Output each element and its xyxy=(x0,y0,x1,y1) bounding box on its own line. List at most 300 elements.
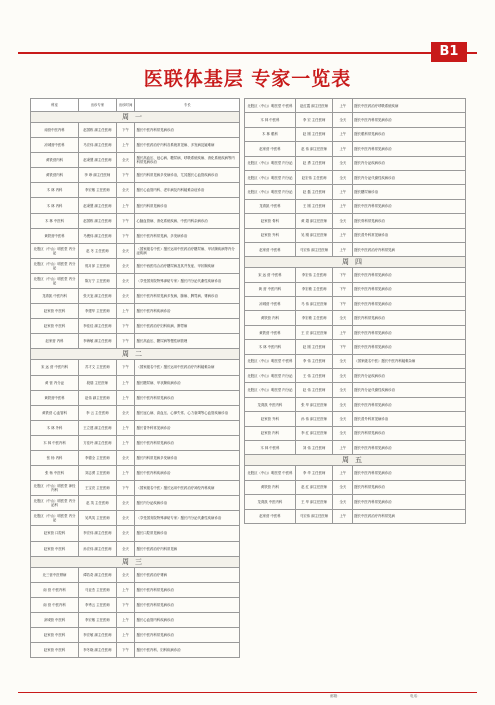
hospital-cell: 北股区（中山）明医堂 中医科 xyxy=(245,466,296,480)
time-cell: 下午 xyxy=(333,282,353,296)
time-cell: 全天 xyxy=(333,495,353,509)
table-row xyxy=(245,509,466,523)
specialty-cell: 擅长中医内科常见病诊治 xyxy=(353,466,466,480)
time-cell: 上午 xyxy=(333,325,353,339)
doctor-cell: 李 宏 主任医师 xyxy=(295,113,333,127)
time-cell: 全天 xyxy=(333,480,353,494)
time-cell: 上午 xyxy=(333,127,353,141)
table-row xyxy=(245,311,466,325)
table-row xyxy=(245,113,466,127)
hospital-cell: 南 营 中医内科 xyxy=(31,597,79,612)
table-row xyxy=(31,258,240,273)
doctor-cell: 王 宏 副主任医师 xyxy=(295,325,333,339)
hospital-cell: 赵家营 内科 xyxy=(31,334,79,349)
specialty-cell: 擅长中医内科常见病诊治 xyxy=(135,123,240,138)
doctor-cell: 吴 刚 副主任医师 xyxy=(295,228,333,242)
table-row xyxy=(31,228,240,243)
specialty-cell: 擅长中医药治疗呼吸系统疾病 xyxy=(353,99,466,113)
time-cell: 全天 xyxy=(333,426,353,440)
specialty-cell: 擅长中医药治疗内科常见病 xyxy=(353,242,466,256)
specialty-cell: 擅长中医内科常见病诊治 xyxy=(353,495,466,509)
table-row xyxy=(31,183,240,198)
table-row xyxy=(31,420,240,435)
time-cell: 下午 xyxy=(116,643,135,658)
day-label: 周一 xyxy=(31,112,240,123)
specialty-cell: 擅长中医内科常见病诊治 xyxy=(135,628,240,643)
time-cell: 上午 xyxy=(116,612,135,627)
time-cell: 下午 xyxy=(116,213,135,228)
table-row xyxy=(31,243,240,258)
hospital-cell: 赵家营 中医科 xyxy=(245,242,296,256)
table-row xyxy=(31,526,240,541)
specialty-cell: 擅长内分泌疾病诊治 xyxy=(353,369,466,383)
time-cell: 上午 xyxy=(116,466,135,481)
hospital-cell: 龙湾凯 中医内科 xyxy=(31,289,79,304)
specialty-cell: 擅长内科常见病诊治 xyxy=(353,426,466,440)
time-cell: 全天 xyxy=(333,397,353,411)
hospital-cell: 黄铁营 心血管科 xyxy=(31,405,79,420)
table-row xyxy=(31,643,240,658)
table-row xyxy=(31,289,240,304)
hospital-cell: 赵家营 外科 xyxy=(245,412,296,426)
table-row xyxy=(245,170,466,184)
doctor-cell: 张 华 副主任医师 xyxy=(295,397,333,411)
time-cell: 全天 xyxy=(116,183,135,198)
doctor-cell: 张天宠 副主任医师 xyxy=(79,289,117,304)
table-row xyxy=(245,228,466,242)
time-cell: 下午 xyxy=(333,340,353,354)
hospital-cell: 张 杨 中医科 xyxy=(31,466,79,481)
specialty-cell: 擅长普外科常见病诊治 xyxy=(135,420,240,435)
table-row xyxy=(31,375,240,390)
doctor-cell: 赵秉慧 副主任医师 xyxy=(79,198,117,213)
specialty-cell: 擅长中医内科常见病诊治 xyxy=(353,142,466,156)
specialty-cell: 擅长内分泌疾病诊治 xyxy=(135,496,240,511)
page-title: 医联体基层 专家一览表 xyxy=(143,68,352,90)
specialty-cell: 擅长中医内科常见病诊治 xyxy=(135,597,240,612)
specialty-cell: 擅长中医内科常见病诊治 xyxy=(353,282,466,296)
specialty-cell: 擅长中医内科常见病诊治 xyxy=(353,397,466,411)
doctor-cell: 李 伟 主任医师 xyxy=(295,354,333,368)
doctor-cell: 李建华 主任医师 xyxy=(79,304,117,319)
specialty-cell: 擅长中医药治疗内科常见病 xyxy=(135,541,240,556)
header-time: 出诊时间 xyxy=(116,99,135,112)
table-row xyxy=(245,199,466,213)
doctor-cell: 郭月萍 主任医师 xyxy=(79,258,117,273)
day-header xyxy=(31,112,240,123)
table-row xyxy=(245,412,466,426)
doctor-cell: 孙宏伟 副主任医师 xyxy=(79,541,117,556)
specialty-cell: 擅长中医内科常见病诊治 xyxy=(353,297,466,311)
hospital-cell: 北三营中医肾病 xyxy=(31,567,79,582)
hospital-cell: 北股区（中山）明医堂 中医科 xyxy=(245,354,296,368)
time-cell: 全天 xyxy=(333,354,353,368)
doctor-cell: 李 珍 副主任医师 xyxy=(79,168,117,183)
specialty-cell: 擅长普外科常见病诊治 xyxy=(353,228,466,242)
doctor-cell: 王 伟 主任医师 xyxy=(295,369,333,383)
time-cell: 全天 xyxy=(116,258,135,273)
time-cell: 全天 xyxy=(116,496,135,511)
doctor-cell: 李冬晓 副主任医师 xyxy=(79,643,117,658)
day-label: 周五 xyxy=(245,455,466,466)
left-column xyxy=(30,98,240,658)
specialty-cell: 擅长内分泌代谢性疾病诊治 xyxy=(353,170,466,184)
specialty-cell: 擅长中医药治疗内科常见病 xyxy=(353,509,466,523)
table-row xyxy=(245,480,466,494)
time-cell: 全天 xyxy=(116,567,135,582)
doctor-cell: 李 云 主任医师 xyxy=(79,405,117,420)
time-cell: 全天 xyxy=(333,369,353,383)
time-cell: 下午 xyxy=(116,123,135,138)
doctor-cell: 赵红霞 副主任医师 xyxy=(295,99,333,113)
hospital-cell: 木 林 中医内科 xyxy=(31,435,79,450)
table-header-row xyxy=(31,99,240,112)
doctor-cell: 李 华 主任医师 xyxy=(295,466,333,480)
table-row xyxy=(31,496,240,511)
specialty-cell: 擅长中医内科常见病诊治 xyxy=(353,340,466,354)
hospital-cell: 赵家营 中医科 xyxy=(31,304,79,319)
doctor-cell: 赵 冬 主任医师 xyxy=(79,243,117,258)
specialty-cell: 擅长中医内科常见病诊治 xyxy=(135,582,240,597)
table-row xyxy=(31,567,240,582)
table-row xyxy=(245,185,466,199)
specialty-cell: （国家级名中医）擅长中医内科疑难杂病 xyxy=(353,354,466,368)
time-cell: 上午 xyxy=(333,440,353,454)
specialty-cell: 擅长中医内科常见病诊治 xyxy=(353,199,466,213)
doctor-cell: 李德全 主任医师 xyxy=(79,450,117,465)
table-row xyxy=(31,304,240,319)
hospital-cell: 木 林 中医科 xyxy=(31,213,79,228)
hospital-cell: 南营中医内科 xyxy=(31,123,79,138)
day-header xyxy=(245,455,466,466)
doctor-cell: 马宏伟 副主任医师 xyxy=(79,138,117,153)
table-row xyxy=(31,435,240,450)
header-hospital: 科室 xyxy=(31,99,79,112)
time-cell: 全天 xyxy=(333,113,353,127)
specialty-cell: （国家级名中医）擅长运用中医药治疗内科疑难杂病 xyxy=(135,360,240,375)
time-cell: 上午 xyxy=(116,628,135,643)
hospital-cell: 南 营 中医内科 xyxy=(31,582,79,597)
doctor-cell: 吴风英 主任医师 xyxy=(79,511,117,526)
specialty-cell: 擅长眼科常见病诊治 xyxy=(353,127,466,141)
specialty-cell: 擅长中医内科常见病诊治 xyxy=(353,113,466,127)
table-row xyxy=(31,541,240,556)
specialty-cell: 擅长内科常见病诊治 xyxy=(135,198,240,213)
doctor-cell: 刘 伟 主任医师 xyxy=(295,440,333,454)
doctor-cell: 赵 伟 主任医师 xyxy=(295,383,333,397)
doctor-cell: 马宏伟 副主任医师 xyxy=(295,242,333,256)
doctor-cell: 苏才文 主任医师 xyxy=(79,360,117,375)
time-cell: 上午 xyxy=(116,138,135,153)
table-row xyxy=(31,511,240,526)
doctor-cell: 赵国栋 副主任医师 xyxy=(79,213,117,228)
specialty-cell: 擅长中医内科常见病诊治 xyxy=(353,325,466,339)
time-cell: 下午 xyxy=(116,481,135,496)
hospital-cell: 木 林 内科 xyxy=(31,183,79,198)
doctor-cell: 李宏伟 主任医师 xyxy=(295,268,333,282)
hospital-cell: 北股区（中山）明医堂 内分泌科 xyxy=(31,496,79,511)
doctor-cell: 赵 刚 主任医师 xyxy=(295,340,333,354)
specialty-cell: 擅长普外科常见病诊治 xyxy=(353,412,466,426)
table-row xyxy=(245,426,466,440)
hospital-cell: 黄 营 中医内科 xyxy=(245,282,296,296)
table-row xyxy=(245,340,466,354)
right-table-body xyxy=(245,99,466,524)
doctor-cell: 赵 刚 主任医师 xyxy=(295,127,333,141)
hospital-cell: 木 林 眼科 xyxy=(245,127,296,141)
specialty-cell: 擅长内科常见病诊治 xyxy=(353,480,466,494)
specialty-cell: 擅长内分泌代谢性疾病诊治 xyxy=(353,383,466,397)
table-row xyxy=(245,127,466,141)
table-row xyxy=(31,390,240,405)
table-row xyxy=(245,397,466,411)
specialty-cell: 心脑血管病、消化系统疾病、中医内科杂病诊治 xyxy=(135,213,240,228)
specialty-cell: 擅长中医内科常见病诊治 xyxy=(135,390,240,405)
hospital-cell: 黄铁营 内科 xyxy=(245,480,296,494)
specialty-cell: 擅长中医内科常见病多发病，肺病、脾胃病、肾病诊治 xyxy=(135,289,240,304)
table-row xyxy=(245,297,466,311)
day-label: 周二 xyxy=(31,349,240,360)
time-cell: 全天 xyxy=(333,412,353,426)
time-cell: 全天 xyxy=(116,450,135,465)
specialty-cell: 擅长内科常见病诊治 xyxy=(353,311,466,325)
table-row xyxy=(31,168,240,183)
hospital-cell: 龙湾凯 中医内科 xyxy=(245,397,296,411)
day-label: 周四 xyxy=(245,257,466,268)
hospital-cell: 赵家营 中医科 xyxy=(31,541,79,556)
specialty-cell: 擅长高血压、糖尿病等慢性病管理 xyxy=(135,334,240,349)
table-row xyxy=(31,405,240,420)
time-cell: 上午 xyxy=(333,185,353,199)
specialty-cell: 擅长内科常见病多发病诊治，尤其擅长心血管疾病诊治 xyxy=(135,168,240,183)
hospital-cell: 凉城营 中医科 xyxy=(31,612,79,627)
hospital-cell: 木 林 中医科 xyxy=(245,440,296,454)
table-row xyxy=(245,268,466,282)
hospital-cell: 张 杨 内科 xyxy=(31,450,79,465)
hospital-cell: 龙湾凯 中医科 xyxy=(245,199,296,213)
doctor-cell: 李宏敏 副主任医师 xyxy=(79,628,117,643)
table-row xyxy=(245,354,466,368)
specialty-cell: 擅长中医药治疗内科各系统常见病、多发病及疑难病 xyxy=(135,138,240,153)
hospital-cell: 北股区（中山）明医堂 内分泌 xyxy=(245,369,296,383)
specialty-cell: 擅长中医内科常见病、多发病诊治 xyxy=(135,228,240,243)
footer-left: 邮箱： xyxy=(330,694,341,698)
table-row xyxy=(31,213,240,228)
hospital-cell: 北股区（中山）明医堂 内分泌 xyxy=(31,258,79,273)
time-cell: 全天 xyxy=(333,156,353,170)
hospital-cell: 赵家营 外科 xyxy=(245,228,296,242)
footer-right: 电话： xyxy=(410,694,421,698)
hospital-cell: 凉城营中医科 xyxy=(31,138,79,153)
doctor-cell: 李宏敏 主任医师 xyxy=(79,183,117,198)
day-header xyxy=(245,257,466,268)
hospital-cell: 黄铁营 中医科 xyxy=(245,325,296,339)
hospital-cell: 赵家营 中医科 xyxy=(245,509,296,523)
hospital-cell: 赵家营 内科 xyxy=(245,426,296,440)
table-row xyxy=(31,138,240,153)
specialty-cell: 擅长内分泌疾病诊治 xyxy=(353,156,466,170)
hospital-cell: 北股区（中山）明医堂 中医科 xyxy=(245,99,296,113)
doctor-cell: 王 刚 主任医师 xyxy=(295,199,333,213)
header-doctor: 出诊专家 xyxy=(79,99,117,112)
table-row xyxy=(245,369,466,383)
specialty-cell: 擅长糖尿病、甲状腺疾病诊治 xyxy=(135,375,240,390)
table-row xyxy=(31,123,240,138)
specialty-cell: 擅长中西医结合治疗糖尿病及其并发症、甲状腺疾病 xyxy=(135,258,240,273)
header-rule xyxy=(18,52,477,54)
table-row xyxy=(245,383,466,397)
hospital-cell: 北股区（中山）明医堂 内分泌 xyxy=(31,243,79,258)
specialty-cell: 擅长冠心病、高血压、心律失常、心力衰竭等心血管疾病诊治 xyxy=(135,405,240,420)
hospital-cell: 北股区（中山）明医堂 内分泌 xyxy=(245,156,296,170)
time-cell: 全天 xyxy=(116,405,135,420)
hospital-cell: 北股区（中山）明医堂 神经内科 xyxy=(31,481,79,496)
hospital-cell: 木 林 内科 xyxy=(31,198,79,213)
doctor-cell: 李宏敏 主任医师 xyxy=(295,282,333,296)
hospital-cell: 木 林 中医内科 xyxy=(245,340,296,354)
doctor-cell: 赵国栋 副主任医师 xyxy=(79,123,117,138)
time-cell: 下午 xyxy=(116,228,135,243)
table-row xyxy=(245,282,466,296)
hospital-cell: 黄铁营 内科 xyxy=(245,311,296,325)
doctor-cell: 赵秉慧 副主任医师 xyxy=(79,153,117,168)
time-cell: 全天 xyxy=(116,511,135,526)
specialty-cell: （享受国务院特殊津贴专家）擅长内分泌代谢性疾病诊治 xyxy=(135,511,240,526)
doctor-cell: 赵 红 副主任医师 xyxy=(295,480,333,494)
time-cell: 全天 xyxy=(116,541,135,556)
hospital-cell: 凉城营 中医科 xyxy=(245,297,296,311)
doctor-cell: 赵 伟 副主任医师 xyxy=(295,142,333,156)
time-cell: 下午 xyxy=(116,597,135,612)
time-cell: 全天 xyxy=(116,153,135,168)
specialty-cell: 擅长心血管内科疾病诊治 xyxy=(135,612,240,627)
day-label: 周三 xyxy=(31,556,240,567)
doctor-cell: 李佳佳 副主任医师 xyxy=(79,319,117,334)
time-cell: 全天 xyxy=(116,273,135,288)
table-row xyxy=(31,153,240,168)
hospital-cell: 赵家营 口腔科 xyxy=(31,526,79,541)
day-header xyxy=(31,556,240,567)
time-cell: 上午 xyxy=(333,199,353,213)
specialty-cell: （享受国务院特殊津贴专家）擅长内分泌代谢性疾病诊治 xyxy=(135,273,240,288)
doctor-cell: 李宏敏 主任医师 xyxy=(79,612,117,627)
table-row xyxy=(31,360,240,375)
table-row xyxy=(31,273,240,288)
time-cell: 上午 xyxy=(116,304,135,319)
time-cell: 下午 xyxy=(116,168,135,183)
schedule-table-left xyxy=(30,98,240,658)
doctor-cell: 赵伟 副主任医师 xyxy=(79,390,117,405)
table-row xyxy=(31,612,240,627)
time-cell: 下午 xyxy=(116,334,135,349)
time-cell: 上午 xyxy=(333,228,353,242)
time-cell: 上午 xyxy=(116,390,135,405)
doctor-cell: 李秀云 主任医师 xyxy=(79,597,117,612)
hospital-cell: 黄铁营中医科 xyxy=(31,390,79,405)
doctor-cell: 马俊伟 副主任医师 xyxy=(79,228,117,243)
specialty-cell: 擅长中医内科疾病诊治 xyxy=(135,304,240,319)
table-row xyxy=(245,466,466,480)
time-cell: 上午 xyxy=(333,99,353,113)
time-cell: 全天 xyxy=(333,170,353,184)
hospital-cell: 木 林 中医科 xyxy=(245,113,296,127)
table-row xyxy=(245,242,466,256)
specialty-cell: 擅长内科常见病多发病诊治 xyxy=(135,450,240,465)
specialty-cell: 擅长口腔常见病诊治 xyxy=(135,526,240,541)
specialty-cell: （国家级名中医）擅长运用中医药治疗神经内科疾病 xyxy=(135,481,240,496)
doctor-cell: 刘志勇 主任医师 xyxy=(79,466,117,481)
time-cell: 全天 xyxy=(116,526,135,541)
hospital-cell: 龙湾凯 中医内科 xyxy=(245,495,296,509)
doctor-cell: 方佳玲 副主任医师 xyxy=(79,435,117,450)
table-row xyxy=(31,319,240,334)
table-row xyxy=(31,198,240,213)
doctor-cell: 赵 勇 主任医师 xyxy=(295,156,333,170)
right-column xyxy=(244,98,466,524)
hospital-cell: 黄铁营内科 xyxy=(31,153,79,168)
hospital-cell: 赵家营 中医科 xyxy=(31,319,79,334)
table-row xyxy=(31,466,240,481)
doctor-cell: 李 红 副主任医师 xyxy=(295,426,333,440)
table-row xyxy=(31,481,240,496)
specialty-cell: 擅长中医内科常见病诊治 xyxy=(353,440,466,454)
left-table-body xyxy=(31,112,240,658)
specialty-cell: 擅长糖尿病诊治 xyxy=(353,185,466,199)
time-cell: 全天 xyxy=(333,383,353,397)
time-cell: 下午 xyxy=(333,297,353,311)
doctor-cell: 陈万宁 主任医师 xyxy=(79,273,117,288)
hospital-cell: 黄 营 内分泌 xyxy=(31,375,79,390)
doctor-cell: 马宏伟 副主任医师 xyxy=(295,509,333,523)
doctor-cell: 段瑞 主任医师 xyxy=(79,375,117,390)
table-row xyxy=(31,582,240,597)
time-cell: 全天 xyxy=(116,243,135,258)
schedule-table-right xyxy=(244,98,466,524)
specialty-cell: 擅长中医药治疗肾病 xyxy=(135,567,240,582)
time-cell: 全天 xyxy=(333,311,353,325)
specialty-cell: （国家级名中医）擅长运用中医药治疗糖尿病、甲状腺疾病等内分泌疾病 xyxy=(135,243,240,258)
specialty-cell: 擅长高血压、冠心病、糖尿病、呼吸系统疾病、消化系统疾病等内科常见病诊治 xyxy=(135,153,240,168)
table-row xyxy=(245,156,466,170)
hospital-cell: 赵家营 骨科 xyxy=(245,214,296,228)
hospital-cell: 黄铁营中医科 xyxy=(31,228,79,243)
hospital-cell: 北股区（中山）明医堂 内分泌 xyxy=(31,273,79,288)
doctor-cell: 孙 伟 副主任医师 xyxy=(295,412,333,426)
table-row xyxy=(31,450,240,465)
specialty-cell: 擅长中医内科、妇科疾病诊治 xyxy=(135,643,240,658)
specialty-cell: 擅长中医药治疗妇科疾病、脾胃病 xyxy=(135,319,240,334)
hospital-cell: 木 林 外科 xyxy=(31,420,79,435)
time-cell: 上午 xyxy=(116,420,135,435)
page-badge: B1 xyxy=(431,42,467,62)
time-cell: 上午 xyxy=(116,435,135,450)
doctor-cell: 赵 英 主任医师 xyxy=(79,496,117,511)
table-row xyxy=(245,142,466,156)
time-cell: 上午 xyxy=(116,198,135,213)
table-row xyxy=(245,99,466,113)
specialty-cell: 擅长中医内科常见病诊治 xyxy=(353,268,466,282)
time-cell: 上午 xyxy=(333,142,353,156)
hospital-cell: 赵家营 中医科 xyxy=(31,643,79,658)
doctor-cell: 李宏伟 副主任医师 xyxy=(79,526,117,541)
doctor-cell: 王 华 副主任医师 xyxy=(295,495,333,509)
hospital-cell: 宋 远 营 中医内科 xyxy=(31,360,79,375)
table-row xyxy=(245,440,466,454)
doctor-cell: 李海敏 副主任医师 xyxy=(79,334,117,349)
doctor-cell: 谭若奇 副主任医师 xyxy=(79,567,117,582)
time-cell: 上午 xyxy=(333,509,353,523)
hospital-cell: 宋 远 营 中医科 xyxy=(245,268,296,282)
